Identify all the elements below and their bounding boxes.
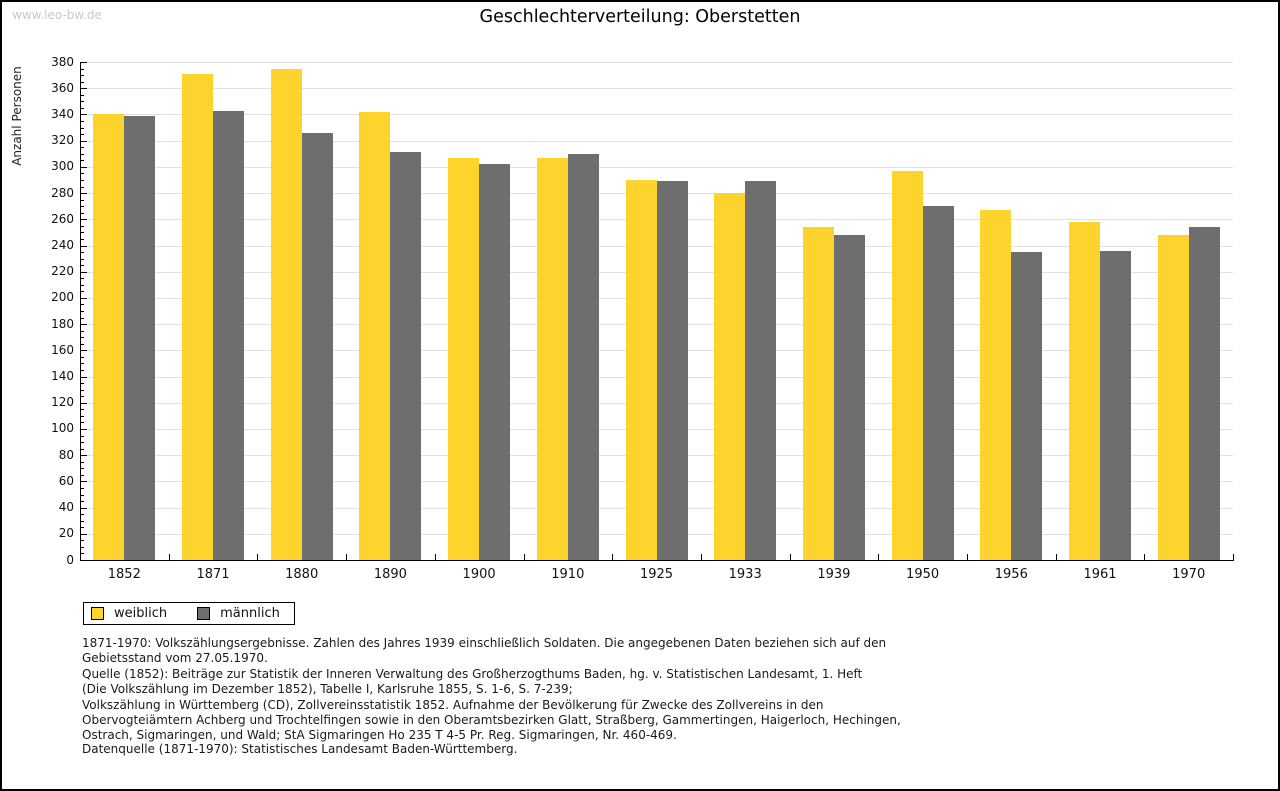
y-tick <box>81 377 87 378</box>
y-minor-tick <box>81 318 84 319</box>
y-tick <box>81 350 87 351</box>
y-minor-tick <box>81 436 84 437</box>
legend-label-maennlich: männlich <box>220 606 280 621</box>
page-title: Geschlechterverteilung: Oberstetten <box>479 7 801 27</box>
bar-männlich-1900 <box>479 164 510 560</box>
y-minor-tick <box>81 462 84 463</box>
footnotes <box>82 636 901 744</box>
bar-männlich-1961 <box>1100 251 1131 560</box>
y-tick <box>81 62 87 63</box>
y-minor-tick <box>81 160 84 161</box>
footnote-line: Gebietsstand vom 27.05.1970. <box>82 651 268 666</box>
y-minor-tick <box>81 147 84 148</box>
legend-swatch-maennlich <box>197 607 210 620</box>
y-minor-tick <box>81 232 84 233</box>
legend <box>83 602 295 625</box>
y-minor-tick <box>81 540 84 541</box>
y-tick-label: 100 <box>51 421 74 436</box>
y-tick <box>81 481 87 482</box>
y-minor-tick <box>81 101 84 102</box>
y-minor-tick <box>81 108 84 109</box>
y-minor-tick <box>81 200 84 201</box>
bar-weiblich-1880 <box>271 69 302 560</box>
y-tick-label: 60 <box>58 473 74 488</box>
footnote-line: Ostrach, Sigmaringen, und Wald; StA Sigmaringen Ho 235 T 4-5 Pr. Reg. Sigmaringen, Nr. 460-469. <box>82 728 677 743</box>
y-tick-label: 180 <box>51 316 74 331</box>
y-tick <box>81 114 87 115</box>
y-tick <box>81 141 87 142</box>
y-minor-tick <box>81 553 84 554</box>
bar-männlich-1956 <box>1011 252 1042 560</box>
y-tick-label: 200 <box>51 290 74 305</box>
y-tick-label: 0 <box>66 552 74 567</box>
y-minor-tick <box>81 337 84 338</box>
x-tick-label: 1933 <box>728 567 762 582</box>
x-axis-line <box>80 560 1234 561</box>
gridline <box>81 88 1233 89</box>
y-minor-tick <box>81 442 84 443</box>
y-minor-tick <box>81 259 84 260</box>
y-minor-tick <box>81 82 84 83</box>
bar-weiblich-1939 <box>803 227 834 560</box>
y-tick-label: 260 <box>51 211 74 226</box>
y-minor-tick <box>81 121 84 122</box>
bar-männlich-1871 <box>213 111 244 561</box>
legend-label-weiblich: weiblich <box>114 606 168 621</box>
y-minor-tick <box>81 128 84 129</box>
y-minor-tick <box>81 304 84 305</box>
y-tick <box>81 167 87 168</box>
y-minor-tick <box>81 370 84 371</box>
x-tick-label: 1900 <box>462 567 496 582</box>
bar-männlich-1933 <box>745 181 776 560</box>
y-tick-label: 360 <box>51 80 74 95</box>
y-minor-tick <box>81 547 84 548</box>
y-minor-tick <box>81 180 84 181</box>
y-minor-tick <box>81 206 84 207</box>
y-minor-tick <box>81 527 84 528</box>
x-tick-label: 1880 <box>285 567 319 582</box>
y-tick <box>81 534 87 535</box>
y-tick-label: 40 <box>58 500 74 515</box>
y-minor-tick <box>81 521 84 522</box>
y-tick <box>81 298 87 299</box>
bar-weiblich-1961 <box>1069 222 1100 560</box>
y-tick-label: 320 <box>51 133 74 148</box>
bar-weiblich-1900 <box>448 158 479 560</box>
y-minor-tick <box>81 409 84 410</box>
x-tick-label: 1956 <box>994 567 1028 582</box>
x-tick-label: 1939 <box>817 567 851 582</box>
y-minor-tick <box>81 501 84 502</box>
x-tick-label: 1970 <box>1172 567 1206 582</box>
bar-männlich-1852 <box>124 116 155 560</box>
y-tick-label: 140 <box>51 369 74 383</box>
bar-weiblich-1956 <box>980 210 1011 560</box>
y-minor-tick <box>81 331 84 332</box>
y-minor-tick <box>81 514 84 515</box>
bar-männlich-1939 <box>834 235 865 560</box>
bar-weiblich-1890 <box>359 112 390 560</box>
y-tick <box>81 246 87 247</box>
y-tick-label: 160 <box>51 342 74 357</box>
y-tick-label: 220 <box>51 264 74 279</box>
bar-männlich-1970 <box>1189 227 1220 560</box>
y-tick-label: 340 <box>51 106 74 121</box>
y-tick <box>81 219 87 220</box>
y-axis-label: Anzahl Personen <box>10 66 24 166</box>
bar-weiblich-1970 <box>1158 235 1189 560</box>
y-minor-tick <box>81 344 84 345</box>
gridline <box>81 167 1233 168</box>
y-tick <box>81 429 87 430</box>
y-minor-tick <box>81 363 84 364</box>
y-minor-tick <box>81 468 84 469</box>
y-minor-tick <box>81 187 84 188</box>
x-tick-label: 1871 <box>196 567 230 582</box>
y-tick-label: 300 <box>51 159 74 174</box>
y-minor-tick <box>81 396 84 397</box>
bar-weiblich-1852 <box>93 114 124 560</box>
footnote-line: Quelle (1852): Beiträge zur Statistik der Inneren Verwaltung des Großherzogthums Baden, hg. v. Statistischen Landesamt, 1. Heft <box>82 666 863 681</box>
bar-weiblich-1933 <box>714 193 745 560</box>
y-minor-tick <box>81 239 84 240</box>
y-minor-tick <box>81 357 84 358</box>
y-minor-tick <box>81 134 84 135</box>
x-tick-label: 1961 <box>1083 567 1117 582</box>
y-minor-tick <box>81 154 84 155</box>
watermark: www.leo-bw.de <box>12 8 102 22</box>
y-minor-tick <box>81 416 84 417</box>
legend-swatch-weiblich <box>91 607 104 620</box>
y-tick-label: 120 <box>51 395 74 410</box>
y-minor-tick <box>81 75 84 76</box>
y-minor-tick <box>81 291 84 292</box>
y-tick <box>81 403 87 404</box>
gridline <box>81 62 1233 63</box>
y-tick-label: 20 <box>58 526 74 541</box>
footnote-line: 1871-1970: Volkszählungsergebnisse. Zahlen des Jahres 1939 einschließlich Soldaten. Die angegebenen Daten beziehen sich auf den <box>82 636 887 650</box>
footnote-line: Volkszählung in Württemberg (CD), Zollvereinsstatistik 1852. Aufnahme der Bevölkerung für Zwecke des Zollvereins in den <box>82 697 824 712</box>
bar-männlich-1880 <box>302 133 333 560</box>
x-tick-label: 1890 <box>373 567 407 582</box>
y-minor-tick <box>81 69 84 70</box>
y-tick-label: 80 <box>58 447 74 462</box>
y-minor-tick <box>81 390 84 391</box>
y-minor-tick <box>81 495 84 496</box>
y-tick <box>81 193 87 194</box>
y-axis-line <box>80 62 81 560</box>
y-tick <box>81 324 87 325</box>
bar-männlich-1890 <box>390 152 421 560</box>
legend-item-maennlich <box>197 606 280 621</box>
y-tick <box>81 272 87 273</box>
y-minor-tick <box>81 422 84 423</box>
y-minor-tick <box>81 449 84 450</box>
bar-weiblich-1925 <box>626 180 657 560</box>
bar-weiblich-1910 <box>537 158 568 560</box>
y-minor-tick <box>81 475 84 476</box>
y-minor-tick <box>81 285 84 286</box>
bar-männlich-1950 <box>923 206 954 560</box>
bar-weiblich-1950 <box>892 171 923 560</box>
bar-weiblich-1871 <box>182 74 213 560</box>
footnote-line: (Die Volkszählung im Dezember 1852), Tabelle I, Karlsruhe 1855, S. 1-6, S. 7-239; <box>82 682 573 697</box>
y-minor-tick <box>81 383 84 384</box>
bar-männlich-1910 <box>568 154 599 560</box>
y-minor-tick <box>81 173 84 174</box>
footnote-line: Obervogteiämtern Achberg und Trochtelfingen sowie in den Oberamtsbezirken Glatt, Straßberg, Gammertingen, Haigerloch, Hechingen, <box>82 713 901 728</box>
y-tick <box>81 455 87 456</box>
x-tick-label: 1950 <box>906 567 940 582</box>
legend-item-weiblich <box>91 606 167 621</box>
y-tick <box>81 88 87 89</box>
y-minor-tick <box>81 311 84 312</box>
y-minor-tick <box>81 252 84 253</box>
y-minor-tick <box>81 95 84 96</box>
y-minor-tick <box>81 213 84 214</box>
gridline <box>81 141 1233 142</box>
y-minor-tick <box>81 278 84 279</box>
y-tick-label: 280 <box>51 185 74 200</box>
y-minor-tick <box>81 265 84 266</box>
bar-männlich-1925 <box>657 181 688 560</box>
x-tick-label: 1925 <box>639 567 674 582</box>
y-tick-label: 380 <box>51 54 74 69</box>
y-tick-label: 240 <box>51 238 74 252</box>
y-minor-tick <box>81 488 84 489</box>
y-minor-tick <box>81 226 84 227</box>
gridline <box>81 114 1233 115</box>
x-tick-label: 1910 <box>551 567 585 582</box>
datasource-line: Datenquelle (1871-1970): Statistisches Landesamt Baden-Württemberg. <box>82 742 518 756</box>
y-tick <box>81 508 87 509</box>
x-tick-label: 1852 <box>107 567 141 582</box>
